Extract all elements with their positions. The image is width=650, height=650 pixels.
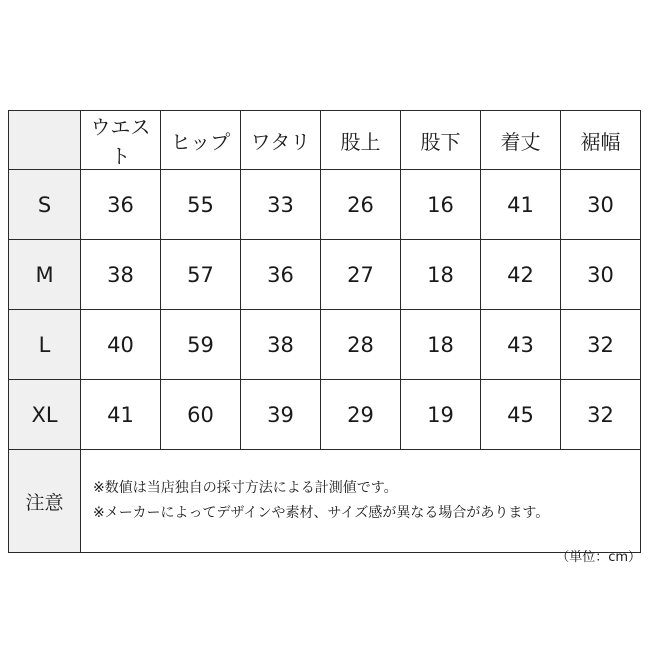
note-row [9, 450, 641, 553]
table-cell: 29 [321, 380, 401, 450]
table-cell: 19 [401, 380, 481, 450]
table-cell: 27 [321, 240, 401, 310]
table-row-m [9, 240, 641, 310]
column-header-inseam: 股下 [401, 111, 481, 170]
table-cell: 41 [481, 170, 561, 240]
table-cell: 36 [241, 240, 321, 310]
table-cell: 57 [161, 240, 241, 310]
table-cell: 28 [321, 310, 401, 380]
table-cell: 18 [401, 310, 481, 380]
column-header-length: 着丈 [481, 111, 561, 170]
column-header-hip: ヒップ [161, 111, 241, 170]
table-row-l [9, 310, 641, 380]
table-cell: 32 [561, 310, 641, 380]
size-label: L [9, 310, 81, 380]
table-cell: 40 [81, 310, 161, 380]
table-cell: 26 [321, 170, 401, 240]
note-line-maker-difference: ※メーカーによってデザインや素材、サイズ感が異なる場合があります。 [93, 505, 550, 521]
table-cell: 16 [401, 170, 481, 240]
note-text-cell [81, 450, 641, 553]
table-row-xl [9, 380, 641, 450]
table-cell: 30 [561, 170, 641, 240]
size-chart-table [8, 110, 641, 553]
table-cell: 59 [161, 310, 241, 380]
table-cell: 42 [481, 240, 561, 310]
size-label: XL [9, 380, 81, 450]
table-cell: 41 [81, 380, 161, 450]
table-cell: 38 [81, 240, 161, 310]
table-cell: 33 [241, 170, 321, 240]
unit-label: （単位：cm） [556, 550, 641, 565]
table-cell: 45 [481, 380, 561, 450]
column-header-rise: 股上 [321, 111, 401, 170]
table-cell: 55 [161, 170, 241, 240]
column-header-thigh: ワタリ [241, 111, 321, 170]
column-header-waist: ウエスト [81, 111, 161, 170]
size-label: M [9, 240, 81, 310]
table-cell: 60 [161, 380, 241, 450]
note-label: 注意 [9, 450, 81, 553]
table-cell: 18 [401, 240, 481, 310]
column-header-hem-width: 裾幅 [561, 111, 641, 170]
header-row [9, 111, 641, 170]
size-label: S [9, 170, 81, 240]
table-row-s [9, 170, 641, 240]
corner-cell [9, 111, 81, 170]
table-cell: 43 [481, 310, 561, 380]
note-line-measurement: ※数値は当店独自の採寸方法による計測値です。 [93, 480, 398, 496]
table-cell: 32 [561, 380, 641, 450]
table-cell: 39 [241, 380, 321, 450]
table-cell: 30 [561, 240, 641, 310]
table-cell: 36 [81, 170, 161, 240]
table-cell: 38 [241, 310, 321, 380]
